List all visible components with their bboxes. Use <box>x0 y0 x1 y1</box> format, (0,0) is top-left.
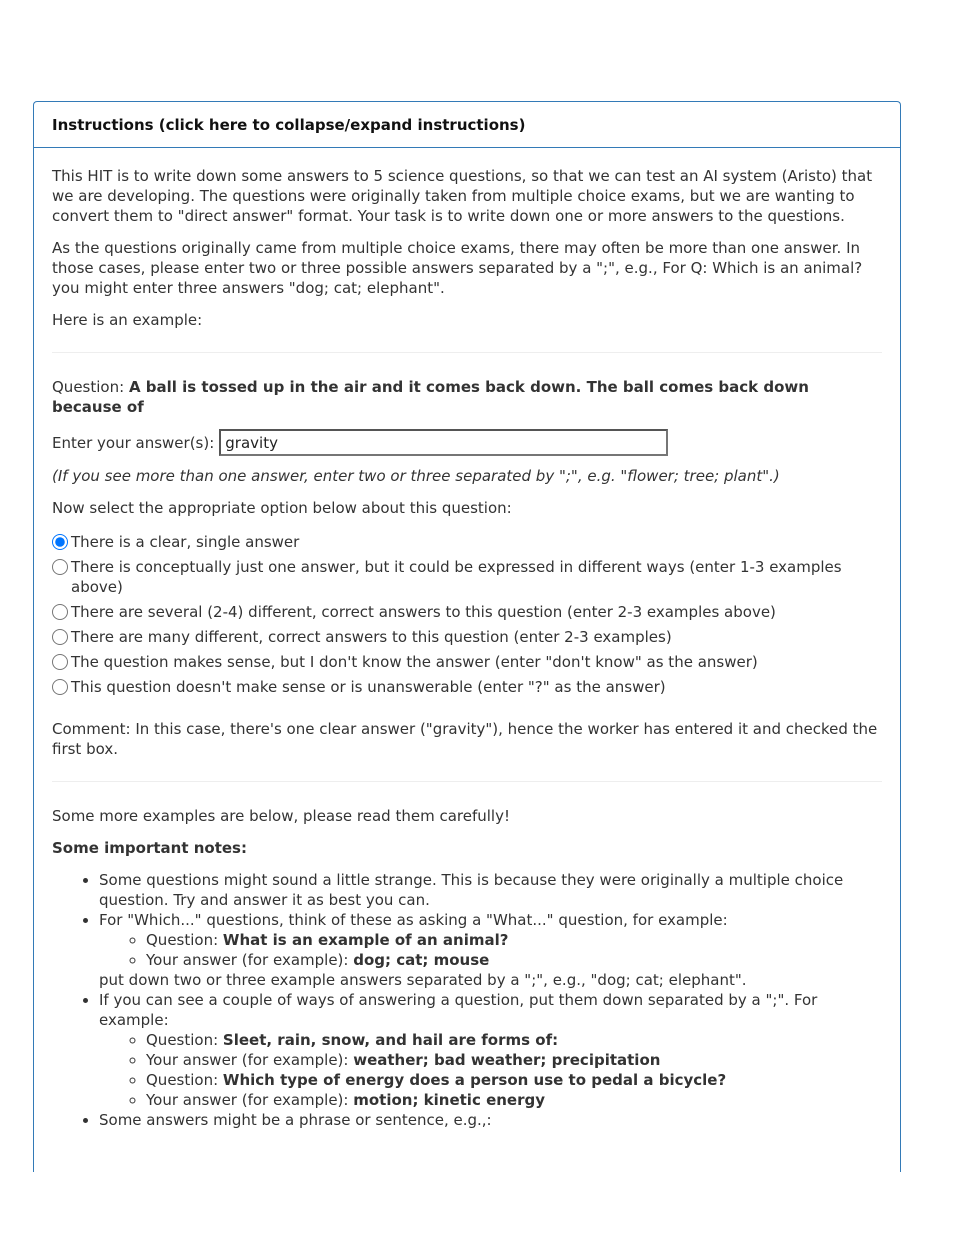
option-many[interactable] <box>52 627 882 647</box>
option-clear-single[interactable] <box>52 532 882 552</box>
option-radio-6[interactable] <box>52 679 68 695</box>
option-label: There is conceptually just one answer, but it could be expressed in different ways (enter 1-3 examples above) <box>71 558 842 596</box>
option-radio-2[interactable] <box>52 559 68 575</box>
example-comment: Comment: In this case, there's one clear answer ("gravity"), hence the worker has entered it and checked the first box. <box>52 720 878 758</box>
select-prompt: Now select the appropriate option below about this question: <box>52 499 512 517</box>
example-answer-item: ◦ Your answer (for example): dog; cat; mouse <box>146 950 882 970</box>
answer-type-options <box>52 532 882 697</box>
divider <box>52 781 882 782</box>
note-item: • Some questions might sound a little strange. This is because they were originally a multiple choice question. Try and answer it as best you can. <box>99 870 882 910</box>
example-question <box>52 377 882 417</box>
option-radio-4[interactable] <box>52 629 68 645</box>
divider <box>52 352 882 353</box>
instructions-panel <box>33 101 901 1172</box>
option-label: There is a clear, single answer <box>71 533 300 551</box>
more-examples-text: Some more examples are below, please read them carefully! <box>52 807 510 825</box>
option-radio-5[interactable] <box>52 654 68 670</box>
option-conceptually-one[interactable] <box>52 557 882 597</box>
example-answer-item: ◦ Your answer (for example): motion; kinetic energy <box>146 1090 882 1110</box>
option-nonsense[interactable] <box>52 677 882 697</box>
option-dont-know[interactable] <box>52 652 882 672</box>
option-label: There are many different, correct answers to this question (enter 2-3 examples) <box>71 628 672 646</box>
note-tail: put down two or three example answers separated by a ";", e.g., "dog; cat; elephant". <box>99 971 747 989</box>
multi-answer-paragraph: As the questions originally came from multiple choice exams, there may often be more than one answer. In those cases, please enter two or three possible answers separated by a ";", e.g., For Q: Which is an animal? you might enter three answers "dog; cat; elephant". <box>52 239 863 297</box>
option-label: This question doesn't make sense or is unanswerable (enter "?" as the answer) <box>71 678 666 696</box>
example-intro: Here is an example: <box>52 311 203 329</box>
example-sublist <box>99 1030 882 1110</box>
note-item: • For "Which..." questions, think of these as asking a "What..." question, for example: ◦ Question: What is an example of an animal? ◦ Your answer (for example): dog; cat; mouse put down two or three example answers separated by a ";", e.g., "dog; cat; elephant". <box>99 910 882 990</box>
option-radio-1[interactable] <box>52 534 68 550</box>
note-item: • If you can see a couple of ways of answering a question, put them down separated by a ";". For example: ◦ Question: Sleet, rain, snow, and hail are forms of: ◦ Your answer (for example): weather; bad weather; precipitation ◦ Question: Which type of energy does a person use to pedal a bicycle? ◦ Your answer (for example): motion; kinetic energy <box>99 990 882 1110</box>
question-text: A ball is tossed up in the air and it comes back down. The ball comes back down because of <box>52 378 809 416</box>
answer-label: Enter your answer(s): <box>52 433 215 452</box>
option-several[interactable] <box>52 602 882 622</box>
intro-paragraph: This HIT is to write down some answers to 5 science questions, so that we can test an AI system (Aristo) that we are developing. The questions were originally taken from multiple choice exams, but we are wanting to convert them to "direct answer" format. Your task is to write down one or more answers to the questions. <box>52 167 873 225</box>
example-question-item: ◦ Question: What is an example of an animal? <box>146 930 882 950</box>
example-question-item: ◦ Question: Sleet, rain, snow, and hail are forms of: <box>146 1030 882 1050</box>
answer-input[interactable] <box>219 429 668 456</box>
answer-row <box>52 429 882 456</box>
example-question-item: ◦ Question: Which type of energy does a person use to pedal a bicycle? <box>146 1070 882 1090</box>
option-label: The question makes sense, but I don't know the answer (enter "don't know" as the answer) <box>71 653 758 671</box>
example-answer-item: ◦ Your answer (for example): weather; bad weather; precipitation <box>146 1050 882 1070</box>
notes-list <box>52 870 882 1130</box>
example-sublist <box>99 930 882 970</box>
option-label: There are several (2-4) different, correct answers to this question (enter 2-3 examples above) <box>71 603 776 621</box>
option-radio-3[interactable] <box>52 604 68 620</box>
instructions-toggle[interactable]: Instructions (click here to collapse/expand instructions) <box>34 102 900 148</box>
notes-title: Some important notes: <box>52 839 247 857</box>
answer-hint: (If you see more than one answer, enter two or three separated by ";", e.g. "flower; tree; plant".) <box>52 467 780 485</box>
instructions-body <box>34 148 900 1130</box>
question-label: Question: <box>52 378 125 396</box>
note-item: • Some answers might be a phrase or sentence, e.g.,: <box>99 1110 882 1130</box>
